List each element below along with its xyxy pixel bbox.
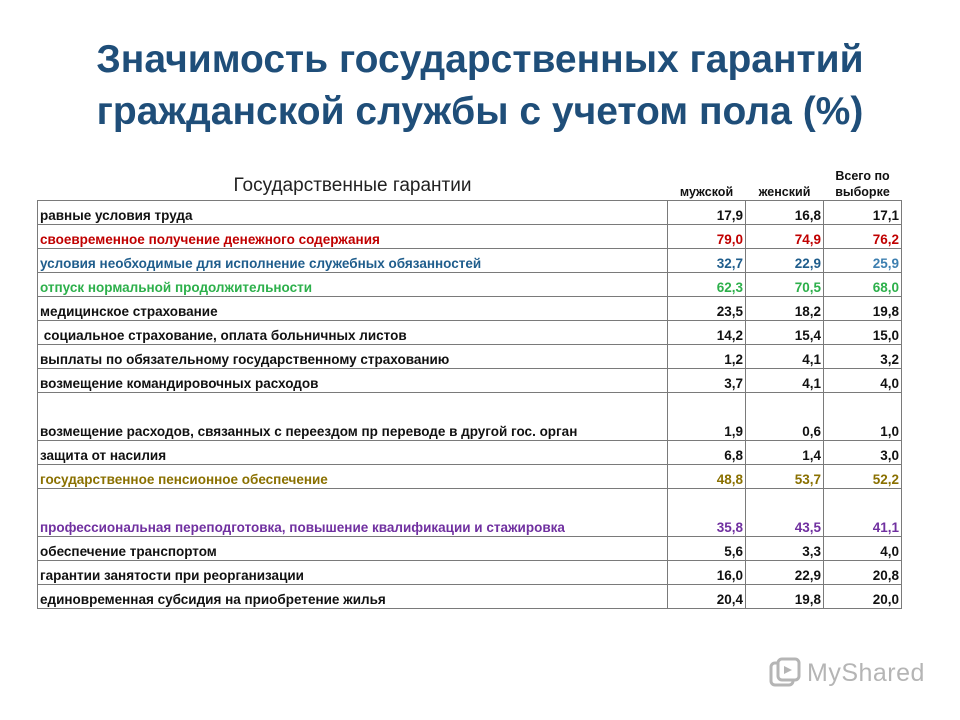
row-label: защита от насилия <box>38 441 668 465</box>
table-row <box>38 201 902 225</box>
row-female-value: 1,4 <box>746 441 824 465</box>
row-label: выплаты по обязательному государственному страхованию <box>38 345 668 369</box>
row-male-value: 62,3 <box>668 273 746 297</box>
row-total-value: 52,2 <box>824 465 902 489</box>
header-female: женский <box>758 185 811 199</box>
row-female-value: 53,7 <box>746 465 824 489</box>
table-row <box>38 273 902 297</box>
header-guarantees: Государственные гарантии <box>233 175 472 196</box>
row-total-value: 4,0 <box>824 537 902 561</box>
row-label: государственное пенсионное обеспечение <box>38 465 668 489</box>
myshared-logo-icon <box>769 657 801 689</box>
table-row <box>38 537 902 561</box>
row-male-value: 3,7 <box>668 369 746 393</box>
myshared-logo-text: MyShared <box>807 658 925 687</box>
row-label: равные условия труда <box>38 201 668 225</box>
row-total-value: 25,9 <box>824 249 902 273</box>
table-row <box>38 345 902 369</box>
row-total-value: 41,1 <box>824 489 902 537</box>
header-total <box>824 153 902 201</box>
row-female-value: 22,9 <box>746 561 824 585</box>
title-line-1: Значимость государственных гарантий <box>96 38 864 81</box>
row-male-value: 5,6 <box>668 537 746 561</box>
row-male-value: 20,4 <box>668 585 746 609</box>
row-male-value: 1,9 <box>668 393 746 441</box>
row-female-value: 18,2 <box>746 297 824 321</box>
row-label: гарантии занятости при реорганизации <box>38 561 668 585</box>
row-label: медицинское страхование <box>38 297 668 321</box>
row-total-value: 15,0 <box>824 321 902 345</box>
row-total-value: 76,2 <box>824 225 902 249</box>
row-total-value: 20,0 <box>824 585 902 609</box>
row-female-value: 4,1 <box>746 345 824 369</box>
row-male-value: 79,0 <box>668 225 746 249</box>
row-male-value: 14,2 <box>668 321 746 345</box>
row-female-value: 19,8 <box>746 585 824 609</box>
header-total-line-1: Всего по <box>835 169 890 183</box>
row-label: возмещение расходов, связанных с переездом пр переводе в другой гос. орган <box>38 393 668 441</box>
row-total-value: 3,0 <box>824 441 902 465</box>
row-female-value: 3,3 <box>746 537 824 561</box>
row-total-value: 17,1 <box>824 201 902 225</box>
row-total-value: 1,0 <box>824 393 902 441</box>
row-male-value: 17,9 <box>668 201 746 225</box>
row-female-value: 16,8 <box>746 201 824 225</box>
header-male: мужской <box>679 185 734 199</box>
row-female-value: 22,9 <box>746 249 824 273</box>
row-male-value: 32,7 <box>668 249 746 273</box>
row-male-value: 23,5 <box>668 297 746 321</box>
row-label: единовременная субсидия на приобретение жилья <box>38 585 668 609</box>
title-line-2: гражданской службы с учетом пола (%) <box>96 90 864 133</box>
row-male-value: 35,8 <box>668 489 746 537</box>
table-row <box>38 321 902 345</box>
row-male-value: 16,0 <box>668 561 746 585</box>
row-female-value: 43,5 <box>746 489 824 537</box>
row-total-value: 4,0 <box>824 369 902 393</box>
slide-title <box>0 34 960 138</box>
row-label: своевременное получение денежного содержания <box>38 225 668 249</box>
table-row <box>38 393 902 441</box>
row-label: социальное страхование, оплата больничных листов <box>38 321 668 345</box>
row-male-value: 1,2 <box>668 345 746 369</box>
header-total-line-2: выборке <box>835 185 890 199</box>
row-label: обеспечение транспортом <box>38 537 668 561</box>
row-total-value: 20,8 <box>824 561 902 585</box>
row-female-value: 4,1 <box>746 369 824 393</box>
table-row <box>38 369 902 393</box>
row-male-value: 48,8 <box>668 465 746 489</box>
table-row <box>38 297 902 321</box>
myshared-watermark <box>769 655 925 691</box>
row-label: профессиональная переподготовка, повышение квалификации и стажировка <box>38 489 668 537</box>
row-total-value: 19,8 <box>824 297 902 321</box>
row-female-value: 70,5 <box>746 273 824 297</box>
table-row <box>38 465 902 489</box>
row-female-value: 0,6 <box>746 393 824 441</box>
row-label: возмещение командировочных расходов <box>38 369 668 393</box>
row-label: условия необходимые для исполнение служебных обязанностей <box>38 249 668 273</box>
table-row <box>38 585 902 609</box>
table-row <box>38 441 902 465</box>
table-row <box>38 225 902 249</box>
row-female-value: 74,9 <box>746 225 824 249</box>
row-female-value: 15,4 <box>746 321 824 345</box>
row-male-value: 6,8 <box>668 441 746 465</box>
table-row <box>38 489 902 537</box>
row-total-value: 68,0 <box>824 273 902 297</box>
row-label: отпуск нормальной продолжительности <box>38 273 668 297</box>
table-row <box>38 249 902 273</box>
table-row <box>38 561 902 585</box>
table-header-row <box>38 153 902 201</box>
row-total-value: 3,2 <box>824 345 902 369</box>
guarantees-table <box>37 153 902 609</box>
